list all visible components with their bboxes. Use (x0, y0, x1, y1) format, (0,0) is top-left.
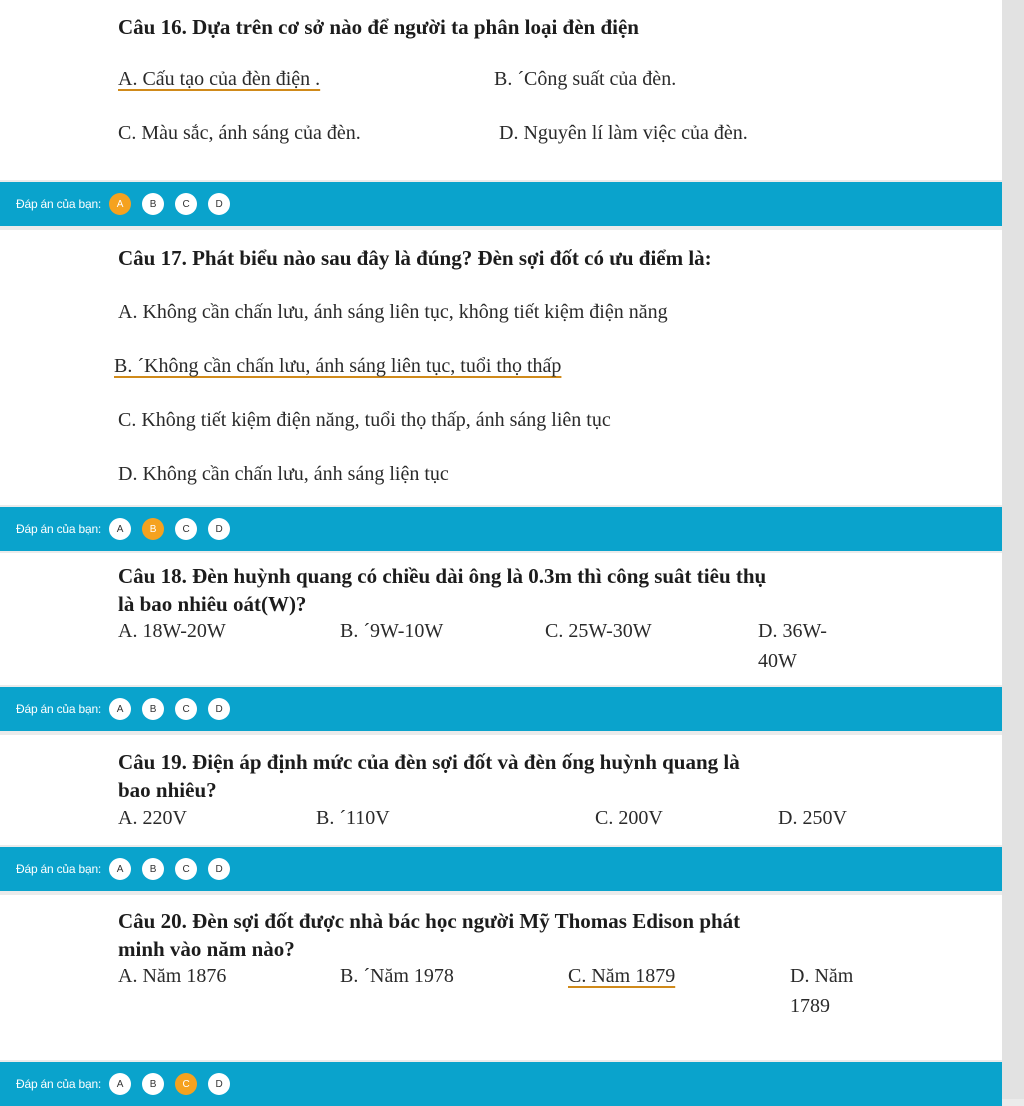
answer-choice-a[interactable]: A (109, 1073, 131, 1095)
answer-choice-d[interactable]: D (208, 518, 230, 540)
question-title-line2: bao nhiêu? (118, 778, 217, 802)
option-d[interactable]: D. Không cần chấn lưu, ánh sáng liện tục (118, 463, 449, 485)
option-d[interactable]: D. 36W- (758, 620, 827, 642)
question-card-19 (0, 735, 1002, 845)
answer-bar (0, 1062, 1002, 1106)
answer-choice-b[interactable]: B (142, 1073, 164, 1095)
question-title-line2: là bao nhiêu oát(W)? (118, 592, 307, 616)
question-card-20 (0, 895, 1002, 1060)
answer-choice-c[interactable]: C (175, 858, 197, 880)
answer-bar (0, 847, 1002, 891)
question-title-line1: Câu 20. Đèn sợi đốt được nhà bác học người Mỹ Thomas Edison phát (118, 909, 741, 933)
answer-choice-a[interactable]: A (109, 193, 131, 215)
answer-bar (0, 507, 1002, 551)
answer-label: Đáp án của bạn: (16, 702, 102, 716)
option-c[interactable]: C. Màu sắc, ánh sáng của đèn. (118, 122, 361, 144)
option-b[interactable]: B. ´Không cần chấn lưu, ánh sáng liên tục, tuổi thọ thấp (114, 355, 562, 377)
page-edge (1002, 0, 1024, 1099)
option-c[interactable]: C. 200V (595, 807, 663, 829)
answer-label: Đáp án của bạn: (16, 862, 102, 876)
option-b[interactable]: B. ´110V (316, 807, 390, 829)
option-d-continued: 40W (758, 650, 797, 672)
option-a[interactable]: A. 18W-20W (118, 620, 226, 642)
question-card-18 (0, 553, 1002, 685)
option-c[interactable]: C. 25W-30W (545, 620, 652, 642)
question-card-17 (0, 230, 1002, 505)
answer-choice-b[interactable]: B (142, 193, 164, 215)
question-title-line1: Câu 19. Điện áp định mức của đèn sợi đốt và đèn ống huỳnh quang là (118, 750, 740, 774)
answer-choice-d[interactable]: D (208, 858, 230, 880)
answer-bar (0, 182, 1002, 226)
option-d-continued: 1789 (790, 995, 830, 1017)
question-title: Câu 17. Phát biểu nào sau đây là đúng? Đèn sợi đốt có ưu điểm là: (118, 246, 712, 270)
option-a[interactable]: A. Không cần chấn lưu, ánh sáng liên tục, không tiết kiệm điện năng (118, 301, 668, 323)
option-d[interactable]: D. Năm (790, 965, 854, 987)
option-b[interactable]: B. ´Công suất của đèn. (494, 68, 677, 90)
answer-choice-a[interactable]: A (109, 858, 131, 880)
answer-choice-c[interactable]: C (175, 518, 197, 540)
answer-choice-c[interactable]: C (175, 193, 197, 215)
answer-choice-a[interactable]: A (109, 698, 131, 720)
answer-choice-d[interactable]: D (208, 1073, 230, 1095)
option-c[interactable]: C. Không tiết kiệm điện năng, tuổi thọ thấp, ánh sáng liên tục (118, 409, 611, 431)
option-a[interactable]: A. Năm 1876 (118, 965, 227, 987)
answer-choice-b[interactable]: B (142, 518, 164, 540)
question-title-line2: minh vào năm nào? (118, 937, 295, 961)
option-b[interactable]: B. ´9W-10W (340, 620, 444, 642)
question-card-16 (0, 0, 1002, 180)
answer-bar (0, 687, 1002, 731)
question-title-line1: Câu 18. Đèn huỳnh quang có chiều dài ông là 0.3m thì công suât tiêu thụ (118, 564, 767, 588)
option-b[interactable]: B. ´Năm 1978 (340, 965, 454, 987)
answer-choice-c[interactable]: C (175, 1073, 197, 1095)
answer-choice-c[interactable]: C (175, 698, 197, 720)
answer-label: Đáp án của bạn: (16, 1077, 102, 1091)
question-title: Câu 16. Dựa trên cơ sở nào để người ta phân loại đèn điện (118, 15, 639, 39)
option-d[interactable]: D. 250V (778, 807, 847, 829)
option-a[interactable]: A. 220V (118, 807, 187, 829)
answer-label: Đáp án của bạn: (16, 522, 102, 536)
option-a[interactable]: A. Cấu tạo của đèn điện . (118, 68, 321, 90)
answer-label: Đáp án của bạn: (16, 197, 102, 211)
option-c[interactable]: C. Năm 1879 (568, 965, 676, 987)
answer-choice-a[interactable]: A (109, 518, 131, 540)
answer-choice-d[interactable]: D (208, 193, 230, 215)
option-d[interactable]: D. Nguyên lí làm việc của đèn. (499, 122, 748, 144)
answer-choice-b[interactable]: B (142, 858, 164, 880)
answer-choice-b[interactable]: B (142, 698, 164, 720)
answer-choice-d[interactable]: D (208, 698, 230, 720)
